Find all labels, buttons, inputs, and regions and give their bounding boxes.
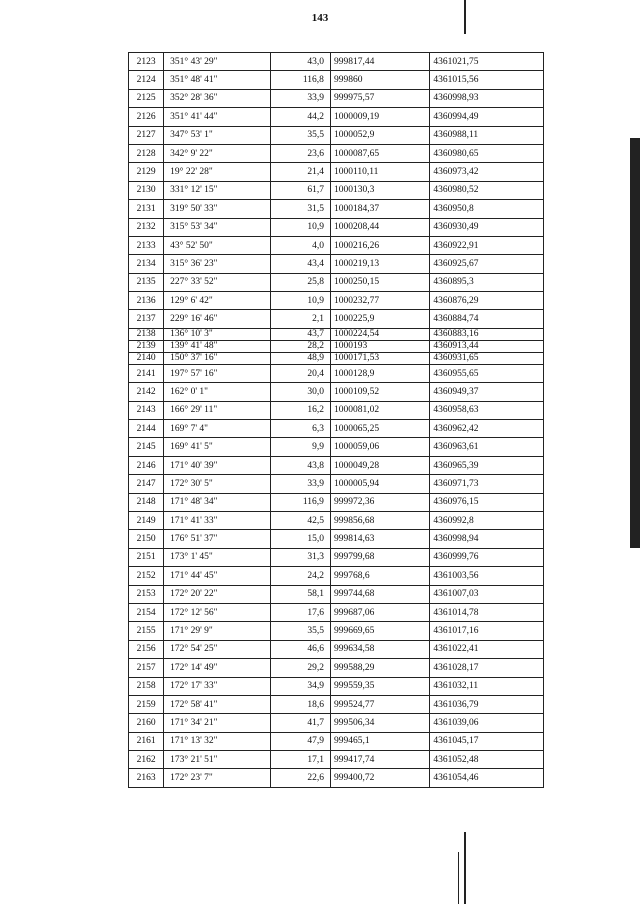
x-coordinate-cell: 999975,57 xyxy=(330,89,429,107)
distance-cell: 9,9 xyxy=(270,438,330,456)
direction-angle-cell: 169° 41' 5" xyxy=(164,438,271,456)
distance-cell: 29,2 xyxy=(270,659,330,677)
y-coordinate-cell: 4361017,16 xyxy=(430,622,544,640)
point-number-cell: 2145 xyxy=(129,438,164,456)
x-coordinate-cell: 999400,72 xyxy=(330,769,429,787)
point-number-cell: 2144 xyxy=(129,420,164,438)
y-coordinate-cell: 4360962,42 xyxy=(430,420,544,438)
point-number-cell: 2151 xyxy=(129,548,164,566)
table-row xyxy=(129,511,544,529)
table-row xyxy=(129,200,544,218)
x-coordinate-cell: 1000009,19 xyxy=(330,108,429,126)
table-row xyxy=(129,751,544,769)
distance-cell: 31,5 xyxy=(270,200,330,218)
x-coordinate-cell: 1000250,15 xyxy=(330,273,429,291)
y-coordinate-cell: 4361036,79 xyxy=(430,695,544,713)
scan-line-bottom-1 xyxy=(464,832,466,904)
direction-angle-cell: 162° 0' 1" xyxy=(164,383,271,401)
x-coordinate-cell: 999506,34 xyxy=(330,714,429,732)
table-row xyxy=(129,352,544,364)
x-coordinate-cell: 1000081,02 xyxy=(330,401,429,419)
point-number-cell: 2126 xyxy=(129,108,164,126)
y-coordinate-cell: 4360976,15 xyxy=(430,493,544,511)
table-row xyxy=(129,567,544,585)
table-row xyxy=(129,71,544,89)
distance-cell: 10,9 xyxy=(270,218,330,236)
table-row xyxy=(129,328,544,340)
point-number-cell: 2131 xyxy=(129,200,164,218)
point-number-cell: 2148 xyxy=(129,493,164,511)
distance-cell: 43,8 xyxy=(270,456,330,474)
direction-angle-cell: 19° 22' 28" xyxy=(164,163,271,181)
table-row xyxy=(129,273,544,291)
distance-cell: 25,8 xyxy=(270,273,330,291)
y-coordinate-cell: 4360930,49 xyxy=(430,218,544,236)
point-number-cell: 2160 xyxy=(129,714,164,732)
y-coordinate-cell: 4361032,11 xyxy=(430,677,544,695)
distance-cell: 21,4 xyxy=(270,163,330,181)
table-row xyxy=(129,475,544,493)
distance-cell: 30,0 xyxy=(270,383,330,401)
direction-angle-cell: 331° 12' 15" xyxy=(164,181,271,199)
y-coordinate-cell: 4360913,44 xyxy=(430,340,544,352)
y-coordinate-cell: 4360955,65 xyxy=(430,364,544,382)
x-coordinate-cell: 1000216,26 xyxy=(330,236,429,254)
distance-cell: 116,8 xyxy=(270,71,330,89)
point-number-cell: 2153 xyxy=(129,585,164,603)
x-coordinate-cell: 999687,06 xyxy=(330,603,429,621)
scan-line-bottom-2 xyxy=(458,852,459,904)
point-number-cell: 2142 xyxy=(129,383,164,401)
table-row xyxy=(129,236,544,254)
direction-angle-cell: 172° 17' 33" xyxy=(164,677,271,695)
x-coordinate-cell: 1000052,9 xyxy=(330,126,429,144)
y-coordinate-cell: 4361015,56 xyxy=(430,71,544,89)
y-coordinate-cell: 4360971,73 xyxy=(430,475,544,493)
direction-angle-cell: 169° 7' 4" xyxy=(164,420,271,438)
point-number-cell: 2130 xyxy=(129,181,164,199)
direction-angle-cell: 171° 44' 45" xyxy=(164,567,271,585)
table-row xyxy=(129,420,544,438)
x-coordinate-cell: 1000193 xyxy=(330,340,429,352)
x-coordinate-cell: 1000059,06 xyxy=(330,438,429,456)
direction-angle-cell: 197° 57' 16" xyxy=(164,364,271,382)
point-number-cell: 2135 xyxy=(129,273,164,291)
x-coordinate-cell: 999744,68 xyxy=(330,585,429,603)
x-coordinate-cell: 1000224,54 xyxy=(330,328,429,340)
distance-cell: 41,7 xyxy=(270,714,330,732)
direction-angle-cell: 172° 58' 41" xyxy=(164,695,271,713)
direction-angle-cell: 171° 41' 33" xyxy=(164,511,271,529)
table-row xyxy=(129,659,544,677)
distance-cell: 23,6 xyxy=(270,144,330,162)
point-number-cell: 2124 xyxy=(129,71,164,89)
distance-cell: 24,2 xyxy=(270,567,330,585)
y-coordinate-cell: 4361022,41 xyxy=(430,640,544,658)
y-coordinate-cell: 4360998,93 xyxy=(430,89,544,107)
point-number-cell: 2154 xyxy=(129,603,164,621)
direction-angle-cell: 43° 52' 50" xyxy=(164,236,271,254)
point-number-cell: 2129 xyxy=(129,163,164,181)
direction-angle-cell: 176° 51' 37" xyxy=(164,530,271,548)
direction-angle-cell: 172° 30' 5" xyxy=(164,475,271,493)
table-row xyxy=(129,456,544,474)
y-coordinate-cell: 4360994,49 xyxy=(430,108,544,126)
direction-angle-cell: 171° 48' 34" xyxy=(164,493,271,511)
y-coordinate-cell: 4360884,74 xyxy=(430,310,544,328)
table-row xyxy=(129,438,544,456)
point-number-cell: 2137 xyxy=(129,310,164,328)
distance-cell: 43,0 xyxy=(270,53,330,71)
point-number-cell: 2128 xyxy=(129,144,164,162)
table-row xyxy=(129,640,544,658)
page-number: 143 xyxy=(311,12,329,24)
point-number-cell: 2147 xyxy=(129,475,164,493)
direction-angle-cell: 166° 29' 11" xyxy=(164,401,271,419)
distance-cell: 34,9 xyxy=(270,677,330,695)
point-number-cell: 2155 xyxy=(129,622,164,640)
y-coordinate-cell: 4360992,8 xyxy=(430,511,544,529)
point-number-cell: 2150 xyxy=(129,530,164,548)
point-number-cell: 2134 xyxy=(129,255,164,273)
distance-cell: 61,7 xyxy=(270,181,330,199)
y-coordinate-cell: 4361021,75 xyxy=(430,53,544,71)
y-coordinate-cell: 4361045,17 xyxy=(430,732,544,750)
table-row xyxy=(129,603,544,621)
point-number-cell: 2149 xyxy=(129,511,164,529)
x-coordinate-cell: 1000219,13 xyxy=(330,255,429,273)
direction-angle-cell: 172° 14' 49" xyxy=(164,659,271,677)
distance-cell: 116,9 xyxy=(270,493,330,511)
point-number-cell: 2125 xyxy=(129,89,164,107)
x-coordinate-cell: 999860 xyxy=(330,71,429,89)
direction-angle-cell: 315° 53' 34" xyxy=(164,218,271,236)
x-coordinate-cell: 1000130,3 xyxy=(330,181,429,199)
x-coordinate-cell: 999417,74 xyxy=(330,751,429,769)
y-coordinate-cell: 4361014,78 xyxy=(430,603,544,621)
x-coordinate-cell: 999524,77 xyxy=(330,695,429,713)
point-number-cell: 2138 xyxy=(129,328,164,340)
x-coordinate-cell: 1000225,9 xyxy=(330,310,429,328)
x-coordinate-cell: 1000208,44 xyxy=(330,218,429,236)
point-number-cell: 2161 xyxy=(129,732,164,750)
distance-cell: 42,5 xyxy=(270,511,330,529)
y-coordinate-cell: 4360973,42 xyxy=(430,163,544,181)
x-coordinate-cell: 999465,1 xyxy=(330,732,429,750)
distance-cell: 20,4 xyxy=(270,364,330,382)
distance-cell: 58,1 xyxy=(270,585,330,603)
y-coordinate-cell: 4360931,65 xyxy=(430,352,544,364)
table-row xyxy=(129,548,544,566)
y-coordinate-cell: 4360922,91 xyxy=(430,236,544,254)
point-number-cell: 2163 xyxy=(129,769,164,787)
x-coordinate-cell: 1000232,77 xyxy=(330,292,429,310)
distance-cell: 31,3 xyxy=(270,548,330,566)
x-coordinate-cell: 999634,58 xyxy=(330,640,429,658)
scan-line-right-edge xyxy=(630,138,640,548)
distance-cell: 10,9 xyxy=(270,292,330,310)
point-number-cell: 2156 xyxy=(129,640,164,658)
y-coordinate-cell: 4360949,37 xyxy=(430,383,544,401)
distance-cell: 48,9 xyxy=(270,352,330,364)
x-coordinate-cell: 1000128,9 xyxy=(330,364,429,382)
table-row xyxy=(129,53,544,71)
point-number-cell: 2143 xyxy=(129,401,164,419)
y-coordinate-cell: 4361054,46 xyxy=(430,769,544,787)
y-coordinate-cell: 4360876,29 xyxy=(430,292,544,310)
table-row xyxy=(129,126,544,144)
x-coordinate-cell: 999814,63 xyxy=(330,530,429,548)
table-row xyxy=(129,89,544,107)
direction-angle-cell: 172° 23' 7" xyxy=(164,769,271,787)
table-row xyxy=(129,340,544,352)
point-number-cell: 2123 xyxy=(129,53,164,71)
direction-angle-cell: 171° 29' 9" xyxy=(164,622,271,640)
table-row xyxy=(129,292,544,310)
point-number-cell: 2140 xyxy=(129,352,164,364)
x-coordinate-cell: 999768,6 xyxy=(330,567,429,585)
direction-angle-cell: 139° 41' 48" xyxy=(164,340,271,352)
y-coordinate-cell: 4360999,76 xyxy=(430,548,544,566)
coordinates-table-wrapper xyxy=(128,52,544,788)
distance-cell: 2,1 xyxy=(270,310,330,328)
direction-angle-cell: 172° 54' 25" xyxy=(164,640,271,658)
y-coordinate-cell: 4361028,17 xyxy=(430,659,544,677)
x-coordinate-cell: 1000109,52 xyxy=(330,383,429,401)
direction-angle-cell: 351° 43' 29" xyxy=(164,53,271,71)
distance-cell: 17,1 xyxy=(270,751,330,769)
x-coordinate-cell: 999799,68 xyxy=(330,548,429,566)
table-row xyxy=(129,493,544,511)
distance-cell: 47,9 xyxy=(270,732,330,750)
point-number-cell: 2127 xyxy=(129,126,164,144)
direction-angle-cell: 129° 6' 42" xyxy=(164,292,271,310)
point-number-cell: 2158 xyxy=(129,677,164,695)
direction-angle-cell: 150° 37' 16" xyxy=(164,352,271,364)
table-row xyxy=(129,622,544,640)
point-number-cell: 2133 xyxy=(129,236,164,254)
distance-cell: 35,5 xyxy=(270,622,330,640)
coordinates-table xyxy=(128,52,544,788)
y-coordinate-cell: 4360925,67 xyxy=(430,255,544,273)
direction-angle-cell: 173° 21' 51" xyxy=(164,751,271,769)
table-row xyxy=(129,108,544,126)
x-coordinate-cell: 1000065,25 xyxy=(330,420,429,438)
distance-cell: 43,7 xyxy=(270,328,330,340)
x-coordinate-cell: 1000110,11 xyxy=(330,163,429,181)
y-coordinate-cell: 4360980,65 xyxy=(430,144,544,162)
y-coordinate-cell: 4360988,11 xyxy=(430,126,544,144)
distance-cell: 46,6 xyxy=(270,640,330,658)
distance-cell: 33,9 xyxy=(270,89,330,107)
x-coordinate-cell: 1000184,37 xyxy=(330,200,429,218)
direction-angle-cell: 315° 36' 23" xyxy=(164,255,271,273)
coordinates-table-body xyxy=(129,53,544,788)
x-coordinate-cell: 999856,68 xyxy=(330,511,429,529)
x-coordinate-cell: 999817,44 xyxy=(330,53,429,71)
direction-angle-cell: 352° 28' 36" xyxy=(164,89,271,107)
x-coordinate-cell: 999588,29 xyxy=(330,659,429,677)
y-coordinate-cell: 4360895,3 xyxy=(430,273,544,291)
table-row xyxy=(129,310,544,328)
point-number-cell: 2146 xyxy=(129,456,164,474)
y-coordinate-cell: 4360883,16 xyxy=(430,328,544,340)
distance-cell: 22,6 xyxy=(270,769,330,787)
table-row xyxy=(129,732,544,750)
scan-line-top xyxy=(464,0,466,34)
y-coordinate-cell: 4361039,06 xyxy=(430,714,544,732)
point-number-cell: 2152 xyxy=(129,567,164,585)
distance-cell: 35,5 xyxy=(270,126,330,144)
point-number-cell: 2136 xyxy=(129,292,164,310)
distance-cell: 33,9 xyxy=(270,475,330,493)
table-row xyxy=(129,255,544,273)
distance-cell: 28,2 xyxy=(270,340,330,352)
distance-cell: 15,0 xyxy=(270,530,330,548)
table-row xyxy=(129,401,544,419)
direction-angle-cell: 351° 48' 41" xyxy=(164,71,271,89)
y-coordinate-cell: 4360950,8 xyxy=(430,200,544,218)
table-row xyxy=(129,677,544,695)
y-coordinate-cell: 4360958,63 xyxy=(430,401,544,419)
y-coordinate-cell: 4361052,48 xyxy=(430,751,544,769)
table-row xyxy=(129,218,544,236)
direction-angle-cell: 227° 33' 52" xyxy=(164,273,271,291)
point-number-cell: 2141 xyxy=(129,364,164,382)
point-number-cell: 2157 xyxy=(129,659,164,677)
direction-angle-cell: 173° 1' 45" xyxy=(164,548,271,566)
y-coordinate-cell: 4361007,03 xyxy=(430,585,544,603)
direction-angle-cell: 171° 34' 21" xyxy=(164,714,271,732)
point-number-cell: 2139 xyxy=(129,340,164,352)
distance-cell: 44,2 xyxy=(270,108,330,126)
table-row xyxy=(129,714,544,732)
distance-cell: 43,4 xyxy=(270,255,330,273)
table-row xyxy=(129,144,544,162)
direction-angle-cell: 171° 13' 32" xyxy=(164,732,271,750)
direction-angle-cell: 172° 12' 56" xyxy=(164,603,271,621)
x-coordinate-cell: 999669,65 xyxy=(330,622,429,640)
x-coordinate-cell: 1000049,28 xyxy=(330,456,429,474)
y-coordinate-cell: 4361003,56 xyxy=(430,567,544,585)
y-coordinate-cell: 4360963,61 xyxy=(430,438,544,456)
x-coordinate-cell: 999972,36 xyxy=(330,493,429,511)
direction-angle-cell: 229° 16' 46" xyxy=(164,310,271,328)
point-number-cell: 2132 xyxy=(129,218,164,236)
table-row xyxy=(129,383,544,401)
table-row xyxy=(129,364,544,382)
direction-angle-cell: 342° 9' 22" xyxy=(164,144,271,162)
direction-angle-cell: 351° 41' 44" xyxy=(164,108,271,126)
distance-cell: 17,6 xyxy=(270,603,330,621)
table-row xyxy=(129,695,544,713)
x-coordinate-cell: 1000087,65 xyxy=(330,144,429,162)
y-coordinate-cell: 4360980,52 xyxy=(430,181,544,199)
x-coordinate-cell: 999559,35 xyxy=(330,677,429,695)
distance-cell: 6,3 xyxy=(270,420,330,438)
direction-angle-cell: 171° 40' 39" xyxy=(164,456,271,474)
table-row xyxy=(129,181,544,199)
direction-angle-cell: 136° 10' 3" xyxy=(164,328,271,340)
y-coordinate-cell: 4360998,94 xyxy=(430,530,544,548)
direction-angle-cell: 172° 20' 22" xyxy=(164,585,271,603)
table-row xyxy=(129,585,544,603)
distance-cell: 4,0 xyxy=(270,236,330,254)
distance-cell: 18,6 xyxy=(270,695,330,713)
y-coordinate-cell: 4360965,39 xyxy=(430,456,544,474)
point-number-cell: 2162 xyxy=(129,751,164,769)
direction-angle-cell: 319° 50' 33" xyxy=(164,200,271,218)
table-row xyxy=(129,769,544,787)
x-coordinate-cell: 1000171,53 xyxy=(330,352,429,364)
point-number-cell: 2159 xyxy=(129,695,164,713)
direction-angle-cell: 347° 53' 1" xyxy=(164,126,271,144)
x-coordinate-cell: 1000005,94 xyxy=(330,475,429,493)
distance-cell: 16,2 xyxy=(270,401,330,419)
table-row xyxy=(129,163,544,181)
table-row xyxy=(129,530,544,548)
